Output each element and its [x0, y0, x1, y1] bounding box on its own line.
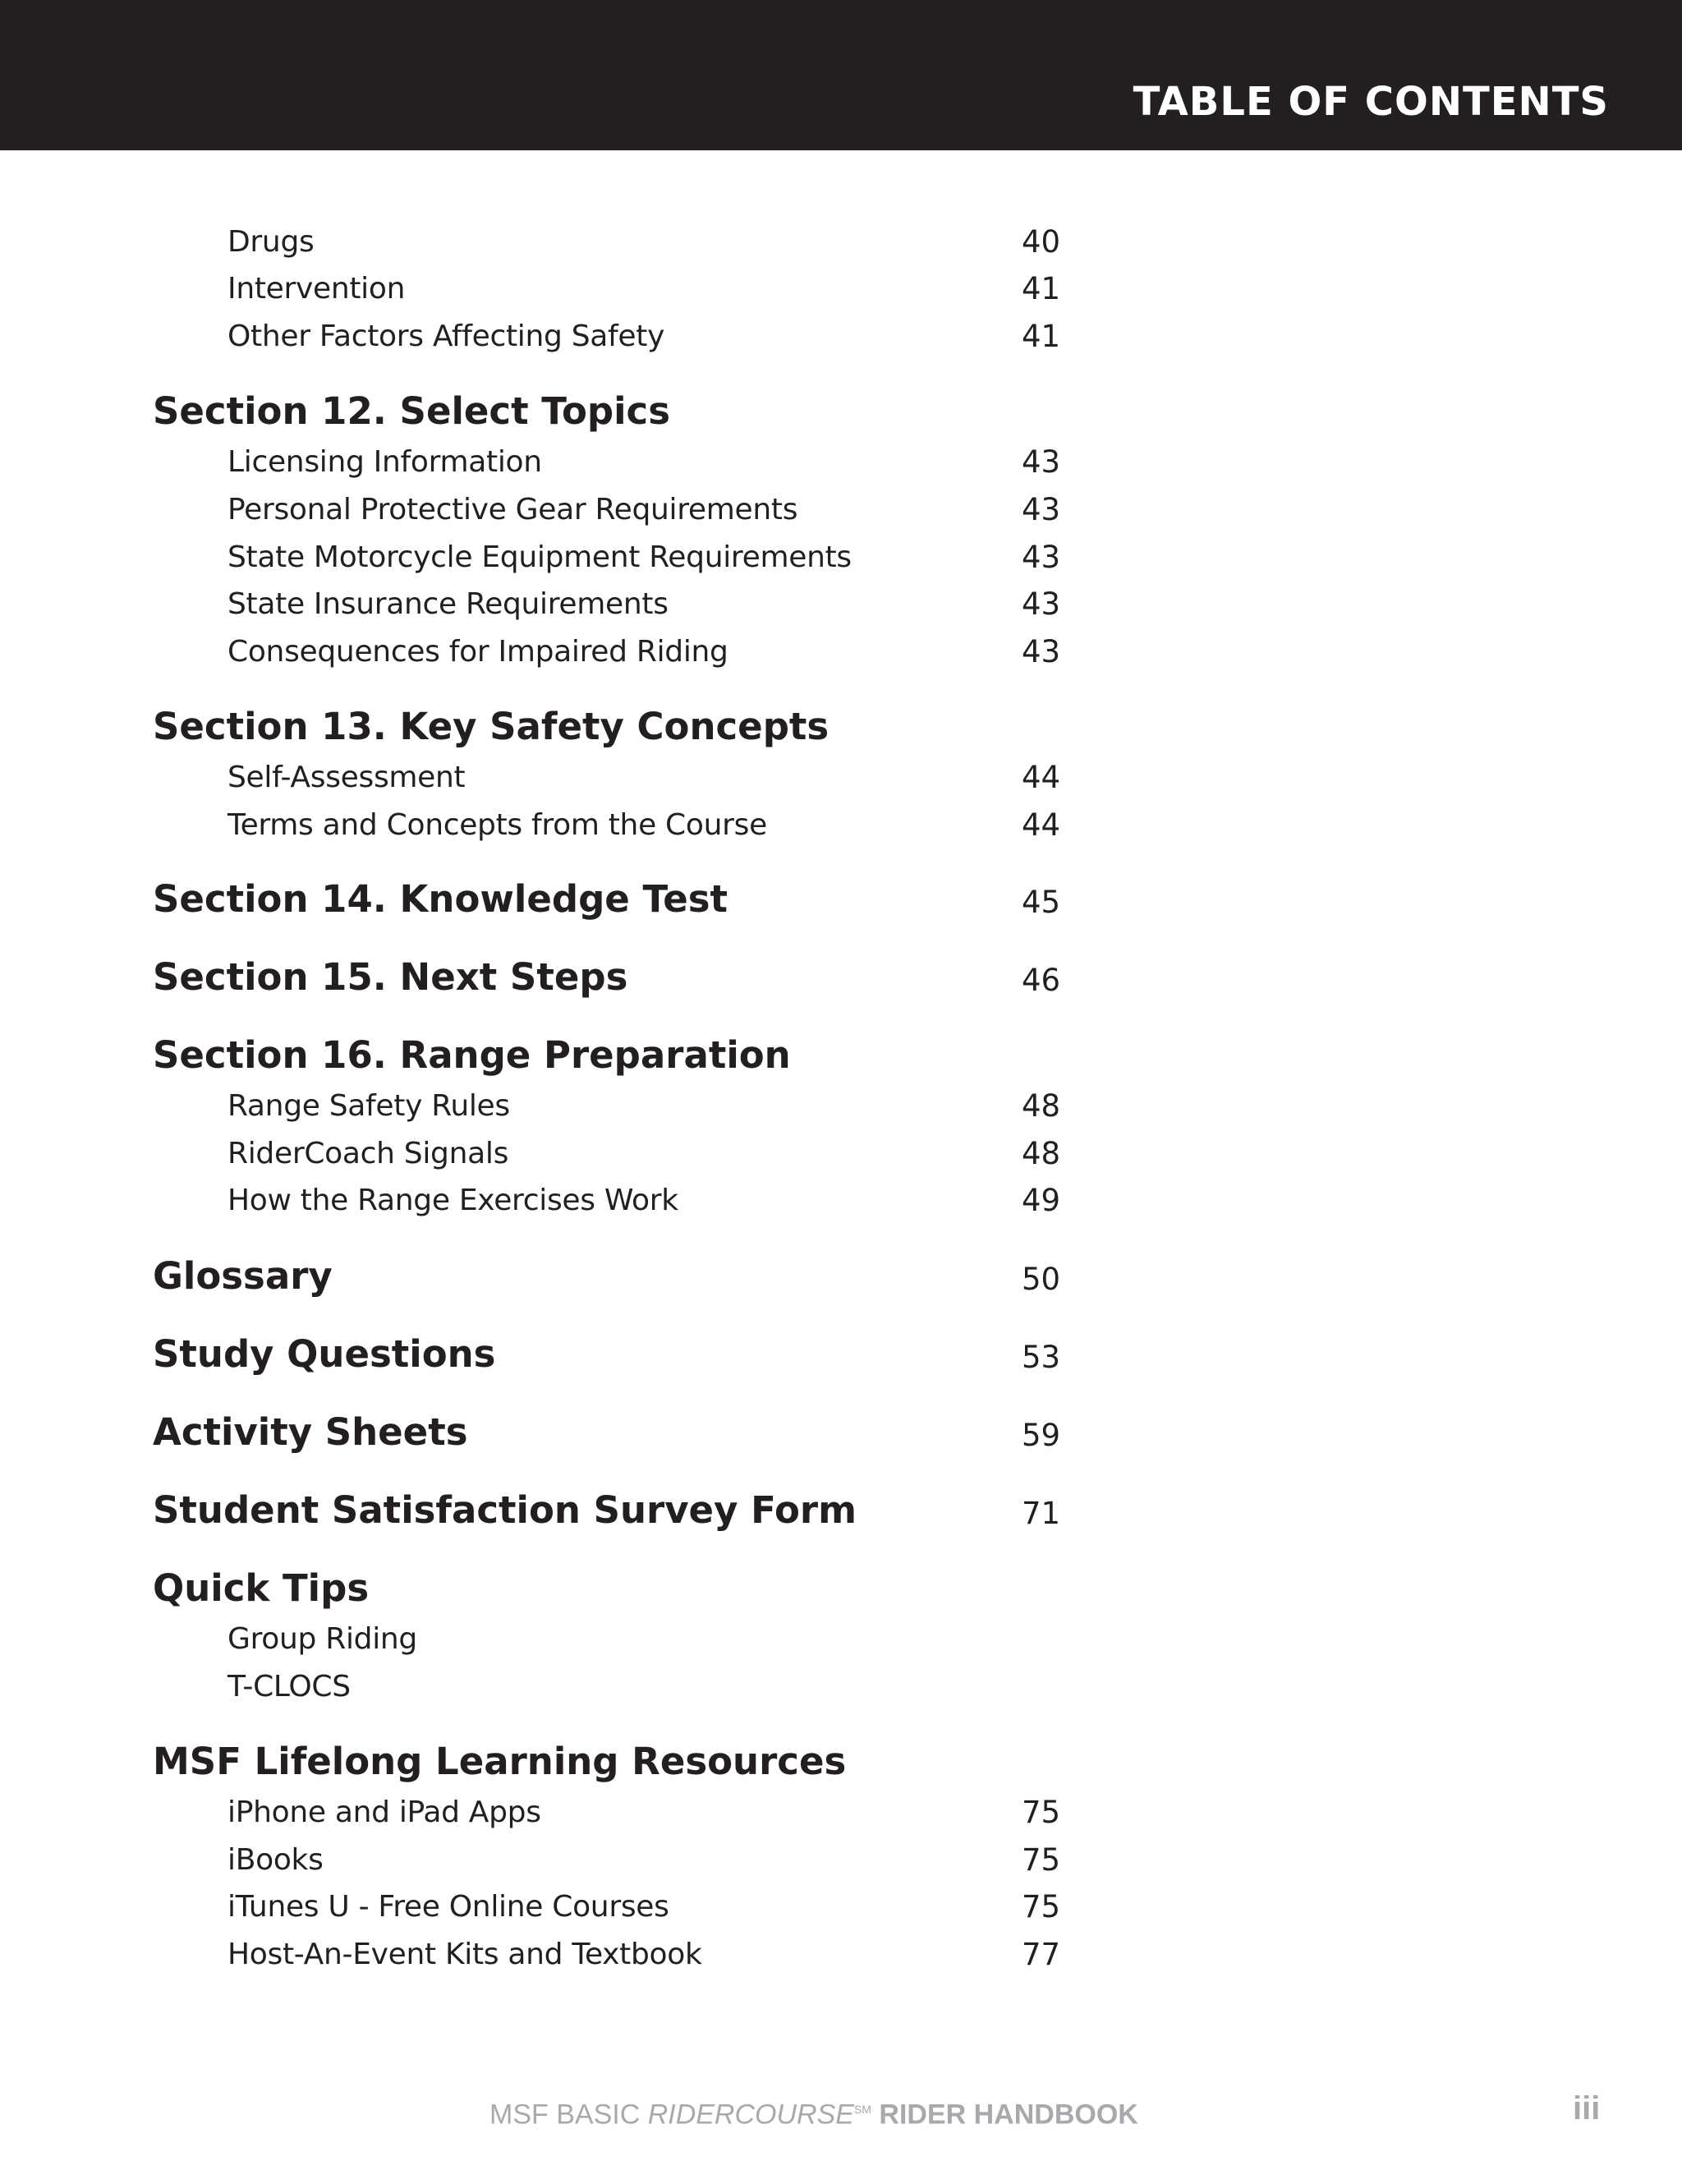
toc-page-number: 48 — [1022, 1088, 1061, 1124]
toc-entry-ibooks[interactable]: iBooks — [227, 1843, 324, 1877]
toc-entry-other-factors[interactable]: Other Factors Affecting Safety — [227, 320, 665, 353]
toc-page-number: 43 — [1022, 444, 1061, 480]
toc-entry-insurance[interactable]: State Insurance Requirements — [227, 587, 669, 621]
toc-entry-range-safety[interactable]: Range Safety Rules — [227, 1089, 510, 1123]
toc-page-number: 48 — [1022, 1136, 1061, 1171]
section-14-heading[interactable]: Section 14. Knowledge Test — [153, 877, 728, 921]
toc-page-number: 44 — [1022, 807, 1061, 843]
toc-entry-ridercoach-signals[interactable]: RiderCoach Signals — [227, 1137, 509, 1170]
footer-handbook-title — [489, 2093, 1138, 2131]
toc-page-number: 49 — [1022, 1183, 1061, 1218]
footer-service-mark: SM — [853, 2103, 871, 2116]
toc-page-number: 59 — [1022, 1418, 1061, 1453]
quick-tips-heading[interactable]: Quick Tips — [153, 1566, 370, 1610]
toc-entry-range-exercises[interactable]: How the Range Exercises Work — [227, 1184, 678, 1217]
section-15-heading[interactable]: Section 15. Next Steps — [153, 955, 628, 999]
toc-entry-group-riding[interactable]: Group Riding — [227, 1622, 417, 1656]
toc-page-number: 53 — [1022, 1340, 1061, 1375]
toc-page-number: 43 — [1022, 492, 1061, 527]
toc-entry-terms-concepts[interactable]: Terms and Concepts from the Course — [227, 808, 767, 842]
toc-entry-licensing[interactable]: Licensing Information — [227, 445, 542, 479]
toc-entry-protective-gear[interactable]: Personal Protective Gear Requirements — [227, 493, 798, 526]
footer-prefix: MSF BASIC — [489, 2099, 648, 2131]
section-12-heading[interactable]: Section 12. Select Topics — [153, 389, 670, 433]
toc-entry-intervention[interactable]: Intervention — [227, 272, 406, 306]
header-bar — [0, 0, 1682, 150]
toc-page-number: 75 — [1022, 1889, 1061, 1924]
footer-suffix: RIDER HANDBOOK — [871, 2099, 1138, 2131]
toc-page-number: 45 — [1022, 885, 1061, 920]
section-13-heading[interactable]: Section 13. Key Safety Concepts — [153, 705, 830, 748]
footer-course-name: RIDERCOURSE — [647, 2099, 854, 2131]
page-title: TABLE OF CONTENTS — [1133, 79, 1609, 125]
page-number: iii — [1573, 2090, 1601, 2127]
toc-entry-itunes-u[interactable]: iTunes U - Free Online Courses — [227, 1890, 669, 1924]
toc-page-number: 41 — [1022, 319, 1061, 354]
toc-page-number: 75 — [1022, 1842, 1061, 1878]
toc-page-number: 50 — [1022, 1262, 1061, 1297]
toc-entry-iphone-ipad-apps[interactable]: iPhone and iPad Apps — [227, 1795, 541, 1829]
toc-page-number: 43 — [1022, 540, 1061, 575]
toc-page-number: 44 — [1022, 760, 1061, 795]
toc-entry-t-clocs[interactable]: T-CLOCS — [227, 1670, 351, 1704]
toc-entry-impaired-riding[interactable]: Consequences for Impaired Riding — [227, 635, 728, 669]
toc-page-number: 77 — [1022, 1937, 1061, 1972]
toc-page-number: 41 — [1022, 271, 1061, 306]
survey-form-heading[interactable]: Student Satisfaction Survey Form — [153, 1488, 857, 1532]
study-questions-heading[interactable]: Study Questions — [153, 1332, 496, 1376]
toc-page-number: 46 — [1022, 963, 1061, 998]
msf-resources-heading[interactable]: MSF Lifelong Learning Resources — [153, 1740, 847, 1783]
toc-page-number: 43 — [1022, 634, 1061, 669]
toc-page-number: 40 — [1022, 224, 1061, 260]
toc-entry-drugs[interactable]: Drugs — [227, 225, 315, 259]
glossary-heading[interactable]: Glossary — [153, 1254, 333, 1298]
toc-page-number: 43 — [1022, 586, 1061, 622]
toc-entry-self-assessment[interactable]: Self-Assessment — [227, 761, 466, 794]
toc-entry-equipment[interactable]: State Motorcycle Equipment Requirements — [227, 540, 852, 574]
toc-entry-host-an-event[interactable]: Host-An-Event Kits and Textbook — [227, 1938, 702, 1971]
section-16-heading[interactable]: Section 16. Range Preparation — [153, 1033, 791, 1077]
toc-page-number: 71 — [1022, 1496, 1061, 1531]
activity-sheets-heading[interactable]: Activity Sheets — [153, 1410, 468, 1454]
toc-page-number: 75 — [1022, 1795, 1061, 1830]
